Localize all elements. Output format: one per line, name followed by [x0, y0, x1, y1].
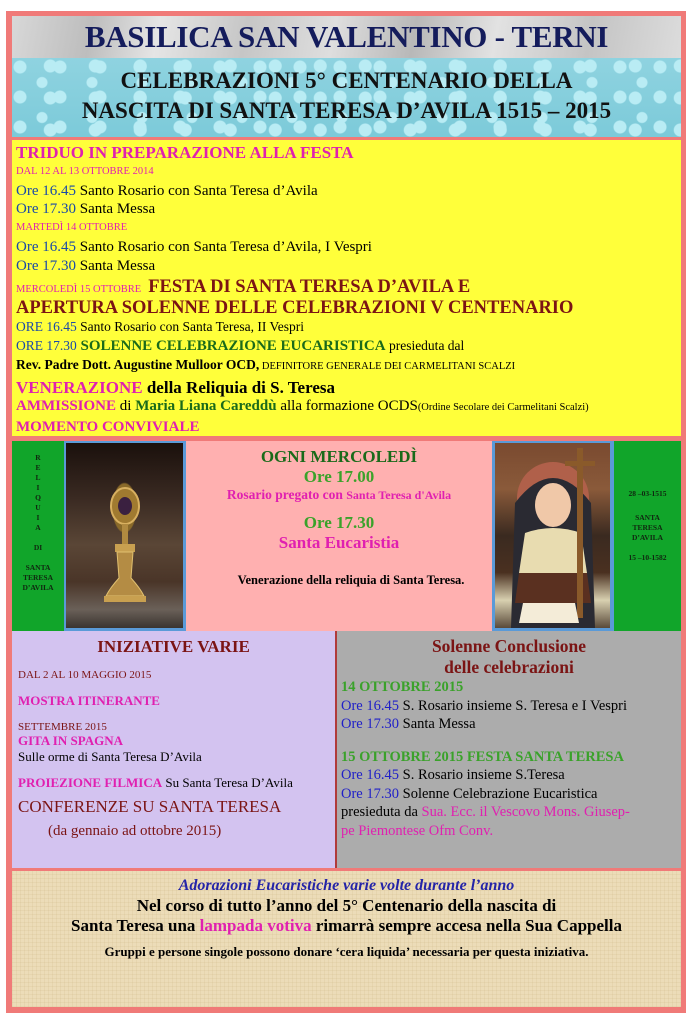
header-subtitle-band — [12, 58, 681, 137]
iniziative-date-1: DAL 2 AL 10 MAGGIO 2015 — [18, 669, 152, 681]
iniziative-date-2: SETTEMBRE 2015 — [18, 721, 107, 733]
triduo-date-2: MARTEDÌ 14 OTTOBRE — [16, 222, 128, 234]
gita-text: Sulle orme di Santa Teresa D’Avila — [18, 749, 202, 764]
subtitle-line-1: CELEBRAZIONI 5° CENTENARIO DELLA — [120, 68, 573, 93]
schedule-item: ORE 17.30 SOLENNE CELEBRAZIONE EUCARISTICA presieduta dal — [16, 337, 465, 354]
schedule-item: Ore 17.30 Solenne Celebrazione Eucaristica — [341, 785, 598, 802]
conferenze-label: CONFERENZE SU SANTA TERESA — [18, 797, 282, 816]
triduo-date-1: DAL 12 AL 13 OTTOBRE 2014 — [16, 165, 154, 177]
relic-photo — [64, 441, 186, 631]
festa-title-line-1: MERCOLEDÌ 15 OTTOBRE FESTA DI SANTA TERESA D’AVILA E — [16, 276, 471, 297]
schedule-item: Ore 17.30 Santa Messa — [341, 716, 476, 732]
reliquary-icon — [104, 478, 146, 608]
weekly-time-2: Ore 17.30 — [303, 513, 375, 532]
conclusione-date-1: 14 OTTOBRE 2015 — [341, 679, 464, 695]
weekly-text-2: Santa Eucaristia — [278, 533, 400, 552]
conclusione-date-2: 15 OTTOBRE 2015 FESTA SANTA TERESA — [341, 748, 624, 765]
footer-line-1: Nel corso di tutto l’anno del 5° Centenario della nascita di — [136, 896, 557, 915]
schedule-item: Ore 16.45 S. Rosario insieme S. Teresa e I Vespri — [341, 697, 627, 714]
conferenze-dates: (da gennaio ad ottobre 2015) — [48, 823, 222, 839]
triduo-festa-section — [12, 140, 681, 436]
footer-line-3: Gruppi e persone singole possono donare ‘cera liquida’ necessaria per questa iniziativa. — [104, 944, 589, 959]
presided-line: presieduta da Sua. Ecc. il Vescovo Mons. Giusep- — [341, 804, 630, 820]
relic-label-column: R E L I Q U I A DI SANTA TERESA D’AVILA — [12, 441, 64, 631]
weekly-text-1: Rosario pregato con Santa Teresa d'Avila — [226, 487, 452, 502]
adorazioni-line: Adorazioni Eucaristiche varie volte durante l’anno — [178, 877, 515, 894]
weekly-section — [186, 441, 492, 631]
footer-line-2: Santa Teresa una lampada votiva rimarrà sempre accesa nella Sua Cappella — [71, 916, 622, 935]
veneration-line: VENERAZIONE della Reliquia di S. Teresa — [16, 377, 335, 397]
admission-line: AMMISSIONE di Maria Liana Careddù alla formazione OCDS(Ordine Secolare dei Carmelitani Scalzi) — [16, 398, 589, 415]
saint-portrait-icon — [495, 443, 610, 628]
conclusione-section — [337, 631, 681, 868]
conviviale-line: MOMENTO CONVIVIALE — [16, 419, 200, 436]
schedule-item: Ore 17.30 Santa Messa — [16, 257, 156, 274]
mostra-label: MOSTRA ITINERANTE — [18, 693, 160, 708]
schedule-item: Ore 17.30 Santa Messa — [16, 201, 156, 218]
conclusione-heading-1: Solenne Conclusione — [431, 636, 587, 656]
iniziative-section — [12, 631, 335, 868]
footer-section — [12, 871, 681, 1007]
presider-line: Rev. Padre Dott. Augustine Mulloor OCD, DEFINITORE GENERALE DEI CARMELITANI SCALZI — [16, 356, 516, 372]
schedule-item: Ore 16.45 S. Rosario insieme S.Teresa — [341, 767, 565, 783]
festa-title-line-2: APERTURA SOLENNE DELLE CELEBRAZIONI V CENTENARIO — [16, 298, 574, 319]
weekly-time-1: Ore 17.00 — [303, 467, 375, 486]
conclusione-heading-2: delle celebrazioni — [444, 657, 574, 677]
proiezione-line: PROIEZIONE FILMICA Su Santa Teresa D’Avila — [18, 775, 293, 790]
saint-dates-column: 28 –03-1515 SANTA TERESA D’AVILA 15 –10-1582 — [614, 441, 681, 631]
gita-label: GITA IN SPAGNA — [18, 733, 123, 748]
header-title-band — [12, 16, 681, 58]
schedule-item: Ore 16.45 Santo Rosario con Santa Teresa d’Avila — [16, 182, 318, 199]
weekly-note: Venerazione della reliquia di Santa Teresa. — [237, 573, 465, 587]
page-title: BASILICA SAN VALENTINO - TERNI — [84, 19, 609, 54]
presided-line-2: pe Piemontese Ofm Conv. — [341, 822, 494, 839]
triduo-heading: TRIDUO IN PREPARAZIONE ALLA FESTA — [16, 143, 354, 162]
subtitle-line-2: NASCITA DI SANTA TERESA D’AVILA 1515 – 2015 — [81, 98, 612, 123]
weekly-heading: OGNI MERCOLEDÌ — [260, 447, 418, 466]
iniziative-heading: INIZIATIVE VARIE — [97, 637, 250, 656]
schedule-item: ORE 16.45 Santo Rosario con Santa Teresa, II Vespri — [16, 319, 305, 335]
schedule-item: Ore 16.45 Santo Rosario con Santa Teresa d’Avila, I Vespri — [16, 238, 372, 255]
saint-teresa-portrait — [492, 441, 614, 631]
